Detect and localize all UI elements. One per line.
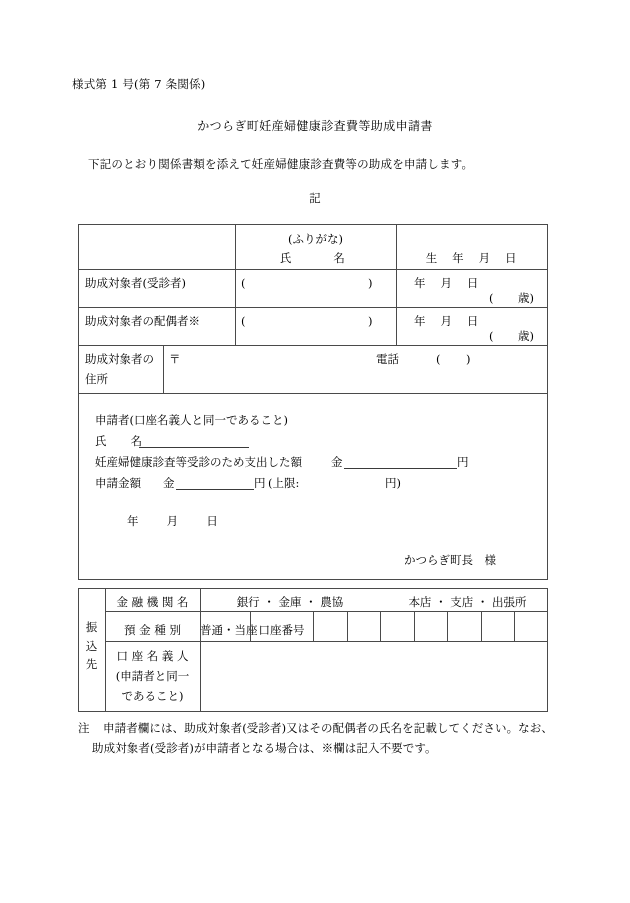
- row-label-spouse: 助成対象者の配偶者※: [85, 314, 200, 328]
- account-number-box-5[interactable]: [447, 611, 481, 641]
- account-number-label: 口座番号: [258, 623, 305, 637]
- row-recipient-birthdate: 年 月 日: [414, 276, 481, 290]
- row-spouse-age-paren-open: (: [489, 329, 494, 343]
- person-table-divider-col2: [396, 224, 397, 345]
- row-recipient-name-paren-open: (: [241, 276, 246, 290]
- row-recipient-age-paren-open: (: [489, 291, 494, 305]
- footer-note-marker: 注: [78, 721, 90, 735]
- row-spouse-name-paren-close: ): [368, 314, 373, 328]
- account-number-box-3[interactable]: [380, 611, 414, 641]
- header-name: 氏 名: [279, 251, 352, 265]
- person-table-row-divider-2: [78, 307, 548, 308]
- applicant-name-rule: [139, 447, 249, 448]
- document-title: かつらぎ町妊産婦健康診査費等助成申請書: [197, 119, 433, 133]
- account-number-box-1[interactable]: [313, 611, 347, 641]
- request-money-mark: 金: [163, 476, 175, 490]
- limit-open: (上限:: [268, 476, 300, 490]
- expense-amount-rule: [344, 468, 457, 469]
- phone-label: 電話: [376, 352, 399, 366]
- transfer-side-label: [78, 618, 105, 674]
- account-number-box-7[interactable]: [514, 611, 548, 641]
- request-amount-rule: [176, 489, 254, 490]
- row-recipient-name-paren-close: ): [368, 276, 373, 290]
- transfer-side-label-char-2: 込: [85, 638, 98, 653]
- applicant-heading: 申請者(口座名義人と同一であること): [95, 413, 288, 427]
- address-row-bottom-divider: [78, 393, 548, 394]
- limit-currency: 円): [385, 476, 401, 490]
- applicant-date-line: 年 月 日: [127, 514, 220, 528]
- request-label: 申請金額: [95, 476, 141, 490]
- deposit-type-options: 普通・当座: [200, 623, 258, 637]
- transfer-side-label-char-3: 先: [85, 657, 98, 672]
- lead-paragraph: 下記のとおり関係書類を添えて妊産婦健康診査費等の助成を申請します。: [88, 157, 474, 171]
- branch-types: 本店 ・ 支店 ・ 出張所: [408, 595, 527, 609]
- holder-label-line3: であること): [121, 689, 184, 703]
- holder-label-line2: (申請者と同一: [115, 669, 190, 683]
- person-table-row-divider-3: [78, 345, 548, 346]
- phone-paren-close: ): [466, 352, 471, 366]
- request-currency: 円: [254, 476, 266, 490]
- ki-mark: 記: [309, 191, 321, 205]
- address-label-line1: 助成対象者の: [85, 352, 154, 366]
- row-label-recipient: 助成対象者(受診者): [85, 276, 186, 290]
- postal-code-symbol: 〒: [169, 352, 181, 366]
- holder-name-field[interactable]: [200, 641, 548, 712]
- account-number-box-4[interactable]: [414, 611, 447, 641]
- row-spouse-name-paren-open: (: [241, 314, 246, 328]
- person-table-row-divider-1: [78, 269, 548, 270]
- institution-label: 金 融 機 関 名: [116, 595, 189, 609]
- account-number-box-6[interactable]: [481, 611, 514, 641]
- address-label-line2: 住所: [85, 372, 108, 386]
- footer-note-line1: 申請者欄には、助成対象者(受診者)又はその配偶者の氏名を記載してください。なお、: [103, 721, 553, 735]
- address-label-divider: [163, 345, 164, 393]
- header-birthdate: 生 年 月 日: [425, 251, 519, 265]
- phone-paren-open: (: [436, 352, 441, 366]
- row-recipient-age-unit: 歳): [518, 291, 534, 305]
- header-furigana: (ふりがな): [288, 232, 343, 246]
- form-code: 様式第 1 号(第 7 条関係): [72, 77, 206, 91]
- expense-currency: 円: [457, 455, 469, 469]
- expense-label: 妊産婦健康診査等受診のため支出した額: [95, 455, 302, 469]
- transfer-side-label-char-1: 振: [85, 620, 98, 634]
- row-spouse-age-unit: 歳): [518, 329, 534, 343]
- institution-types: 銀行 ・ 金庫 ・ 農協: [236, 595, 344, 609]
- account-number-box-2[interactable]: [347, 611, 380, 641]
- applicant-name-label: 氏 名: [95, 434, 149, 448]
- addressee: かつらぎ町長 様: [404, 553, 496, 567]
- holder-label-line1: 口 座 名 義 人: [116, 649, 189, 663]
- footer-note-line2: 助成対象者(受診者)が申請者となる場合は、※欄は記入不要です。: [92, 741, 437, 755]
- deposit-type-label: 預 金 種 別: [124, 623, 181, 637]
- expense-money-mark: 金: [331, 455, 343, 469]
- row-spouse-birthdate: 年 月 日: [414, 314, 481, 328]
